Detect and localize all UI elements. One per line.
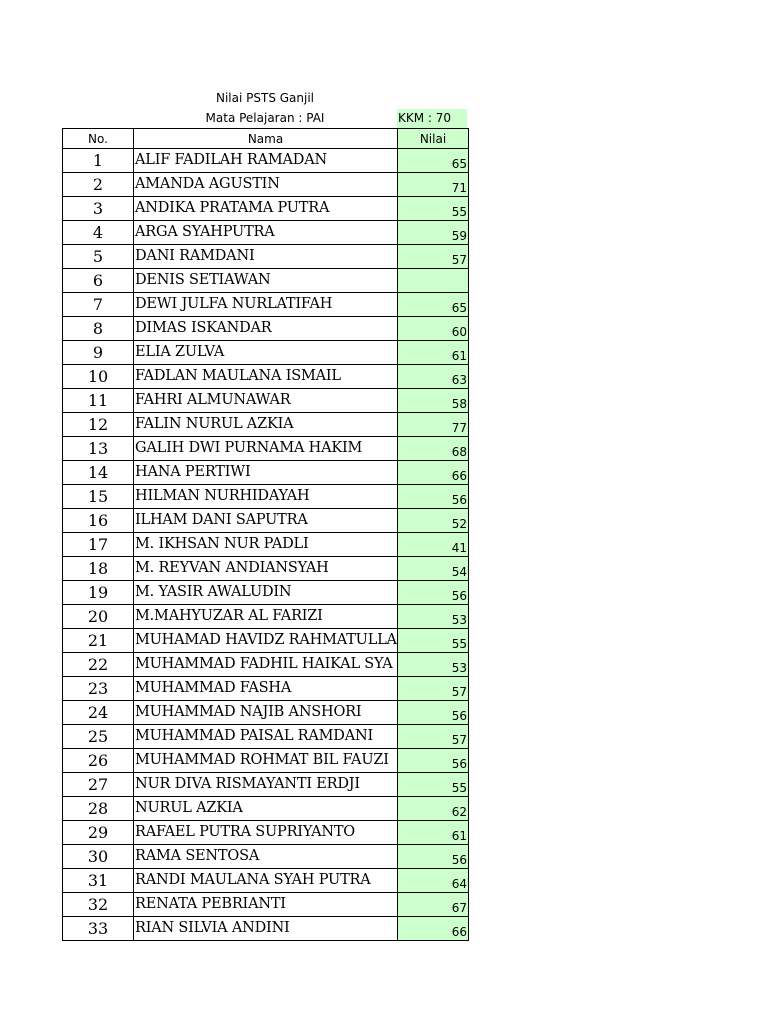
grade-value[interactable]: 56 (398, 485, 469, 509)
kkm-badge: KKM : 70 (397, 109, 467, 128)
grade-value[interactable]: 55 (398, 773, 469, 797)
row-number[interactable]: 25 (63, 725, 134, 749)
grade-value[interactable]: 53 (398, 605, 469, 629)
grade-value[interactable]: 57 (398, 677, 469, 701)
table-row (63, 605, 469, 629)
student-name[interactable]: ILHAM DANI SAPUTRA (134, 509, 398, 533)
row-number[interactable]: 6 (63, 269, 134, 293)
table-row (63, 893, 469, 917)
grade-value[interactable]: 53 (398, 653, 469, 677)
table-row (63, 461, 469, 485)
student-name[interactable]: ELIA ZULVA (134, 341, 398, 365)
table-row (63, 869, 469, 893)
grade-value[interactable]: 56 (398, 581, 469, 605)
row-number[interactable]: 18 (63, 557, 134, 581)
table-body (63, 149, 469, 941)
student-name[interactable]: M. YASIR AWALUDIN (134, 581, 398, 605)
student-name[interactable]: DIMAS ISKANDAR (134, 317, 398, 341)
grade-value[interactable]: 65 (398, 149, 469, 173)
table-row (63, 365, 469, 389)
grade-value[interactable]: 68 (398, 437, 469, 461)
table-row (63, 797, 469, 821)
student-name[interactable]: FALIN NURUL AZKIA (134, 413, 398, 437)
grade-value[interactable]: 55 (398, 629, 469, 653)
table-row (63, 149, 469, 173)
row-number[interactable]: 10 (63, 365, 134, 389)
row-number[interactable]: 19 (63, 581, 134, 605)
table-row (63, 293, 469, 317)
student-name[interactable]: MUHAMAD HAVIDZ RAHMATULLA (134, 629, 398, 653)
table-row (63, 533, 469, 557)
grade-value[interactable]: 57 (398, 725, 469, 749)
student-name[interactable]: NURUL AZKIA (134, 797, 398, 821)
student-name[interactable]: RENATA PEBRIANTI (134, 893, 398, 917)
row-number[interactable]: 20 (63, 605, 134, 629)
row-number[interactable]: 21 (63, 629, 134, 653)
grade-value[interactable]: 64 (398, 869, 469, 893)
grade-value[interactable]: 55 (398, 197, 469, 221)
table-row (63, 773, 469, 797)
row-number[interactable]: 12 (63, 413, 134, 437)
student-name[interactable]: DEWI JULFA NURLATIFAH (134, 293, 398, 317)
student-name[interactable]: M. IKHSAN NUR PADLI (134, 533, 398, 557)
grade-value[interactable] (398, 269, 469, 293)
subject-label: Mata Pelajaran : PAI (205, 111, 325, 125)
student-name[interactable]: NUR DIVA RISMAYANTI ERDJI (134, 773, 398, 797)
student-name[interactable]: MUHAMMAD NAJIB ANSHORI (134, 701, 398, 725)
row-number[interactable]: 32 (63, 893, 134, 917)
grade-value[interactable]: 52 (398, 509, 469, 533)
grade-value[interactable]: 56 (398, 845, 469, 869)
table-row (63, 629, 469, 653)
grade-value[interactable]: 59 (398, 221, 469, 245)
grade-value[interactable]: 56 (398, 701, 469, 725)
grades-table (62, 128, 469, 941)
table-row (63, 557, 469, 581)
student-name[interactable]: HILMAN NURHIDAYAH (134, 485, 398, 509)
sheet-title: Nilai PSTS Ganjil (215, 91, 315, 105)
student-name[interactable]: GALIH DWI PURNAMA HAKIM (134, 437, 398, 461)
row-number[interactable]: 3 (63, 197, 134, 221)
student-name[interactable]: RAMA SENTOSA (134, 845, 398, 869)
table-row (63, 845, 469, 869)
table-row (63, 725, 469, 749)
row-number[interactable]: 1 (63, 149, 134, 173)
row-number[interactable]: 29 (63, 821, 134, 845)
student-name[interactable]: M.MAHYUZAR AL FARIZI (134, 605, 398, 629)
row-number[interactable]: 13 (63, 437, 134, 461)
student-name[interactable]: HANA PERTIWI (134, 461, 398, 485)
row-number[interactable]: 27 (63, 773, 134, 797)
student-name[interactable]: RIAN SILVIA ANDINI (134, 917, 398, 941)
student-name[interactable]: RANDI MAULANA SYAH PUTRA (134, 869, 398, 893)
table-row (63, 917, 469, 941)
column-header-no: No. (63, 129, 134, 149)
row-number[interactable]: 2 (63, 173, 134, 197)
grade-value[interactable]: 77 (398, 413, 469, 437)
row-number[interactable]: 8 (63, 317, 134, 341)
row-number[interactable]: 22 (63, 653, 134, 677)
grade-value[interactable]: 63 (398, 365, 469, 389)
student-name[interactable]: MUHAMMAD FASHA (134, 677, 398, 701)
table-row (63, 821, 469, 845)
column-header-nilai: Nilai (398, 129, 469, 149)
table-row (63, 485, 469, 509)
row-number[interactable]: 23 (63, 677, 134, 701)
table-row (63, 197, 469, 221)
row-number[interactable]: 15 (63, 485, 134, 509)
student-name[interactable]: FADLAN MAULANA ISMAIL (134, 365, 398, 389)
student-name[interactable]: RAFAEL PUTRA SUPRIYANTO (134, 821, 398, 845)
table-row (63, 437, 469, 461)
student-name[interactable]: MUHAMMAD ROHMAT BIL FAUZI (134, 749, 398, 773)
student-name[interactable]: ALIF FADILAH RAMADAN (134, 149, 398, 173)
grade-value[interactable]: 61 (398, 341, 469, 365)
grade-value[interactable]: 62 (398, 797, 469, 821)
table-row (63, 221, 469, 245)
row-number[interactable]: 26 (63, 749, 134, 773)
table-row (63, 413, 469, 437)
row-number[interactable]: 16 (63, 509, 134, 533)
table-row (63, 653, 469, 677)
table-row (63, 317, 469, 341)
table-row (63, 389, 469, 413)
grade-value[interactable]: 58 (398, 389, 469, 413)
table-row (63, 701, 469, 725)
student-name[interactable]: M. REYVAN ANDIANSYAH (134, 557, 398, 581)
grade-value[interactable]: 41 (398, 533, 469, 557)
student-name[interactable]: MUHAMMAD FADHIL HAIKAL SYA (134, 653, 398, 677)
row-number[interactable]: 7 (63, 293, 134, 317)
student-name[interactable]: ARGA SYAHPUTRA (134, 221, 398, 245)
student-name[interactable]: MUHAMMAD PAISAL RAMDANI (134, 725, 398, 749)
row-number[interactable]: 28 (63, 797, 134, 821)
table-row (63, 269, 469, 293)
table-row (63, 581, 469, 605)
grade-value[interactable]: 71 (398, 173, 469, 197)
row-number[interactable]: 31 (63, 869, 134, 893)
grade-value[interactable]: 61 (398, 821, 469, 845)
grade-value[interactable]: 66 (398, 917, 469, 941)
row-number[interactable]: 33 (63, 917, 134, 941)
row-number[interactable]: 17 (63, 533, 134, 557)
row-number[interactable]: 14 (63, 461, 134, 485)
student-name[interactable]: DANI RAMDANI (134, 245, 398, 269)
student-name[interactable]: ANDIKA PRATAMA PUTRA (134, 197, 398, 221)
row-number[interactable]: 24 (63, 701, 134, 725)
grade-value[interactable]: 65 (398, 293, 469, 317)
grade-value[interactable]: 54 (398, 557, 469, 581)
student-name[interactable]: DENIS SETIAWAN (134, 269, 398, 293)
table-row (63, 509, 469, 533)
row-number[interactable]: 11 (63, 389, 134, 413)
table-row (63, 341, 469, 365)
table-row (63, 173, 469, 197)
grade-value[interactable]: 67 (398, 893, 469, 917)
row-number[interactable]: 9 (63, 341, 134, 365)
student-name[interactable]: AMANDA AGUSTIN (134, 173, 398, 197)
grade-value[interactable]: 56 (398, 749, 469, 773)
grade-value[interactable]: 60 (398, 317, 469, 341)
table-row (63, 677, 469, 701)
table-row (63, 245, 469, 269)
student-name[interactable]: FAHRI ALMUNAWAR (134, 389, 398, 413)
table-row (63, 749, 469, 773)
row-number[interactable]: 5 (63, 245, 134, 269)
column-header-nama: Nama (134, 129, 398, 149)
row-number[interactable]: 30 (63, 845, 134, 869)
grade-value[interactable]: 66 (398, 461, 469, 485)
header-row (63, 129, 469, 149)
row-number[interactable]: 4 (63, 221, 134, 245)
grade-value[interactable]: 57 (398, 245, 469, 269)
